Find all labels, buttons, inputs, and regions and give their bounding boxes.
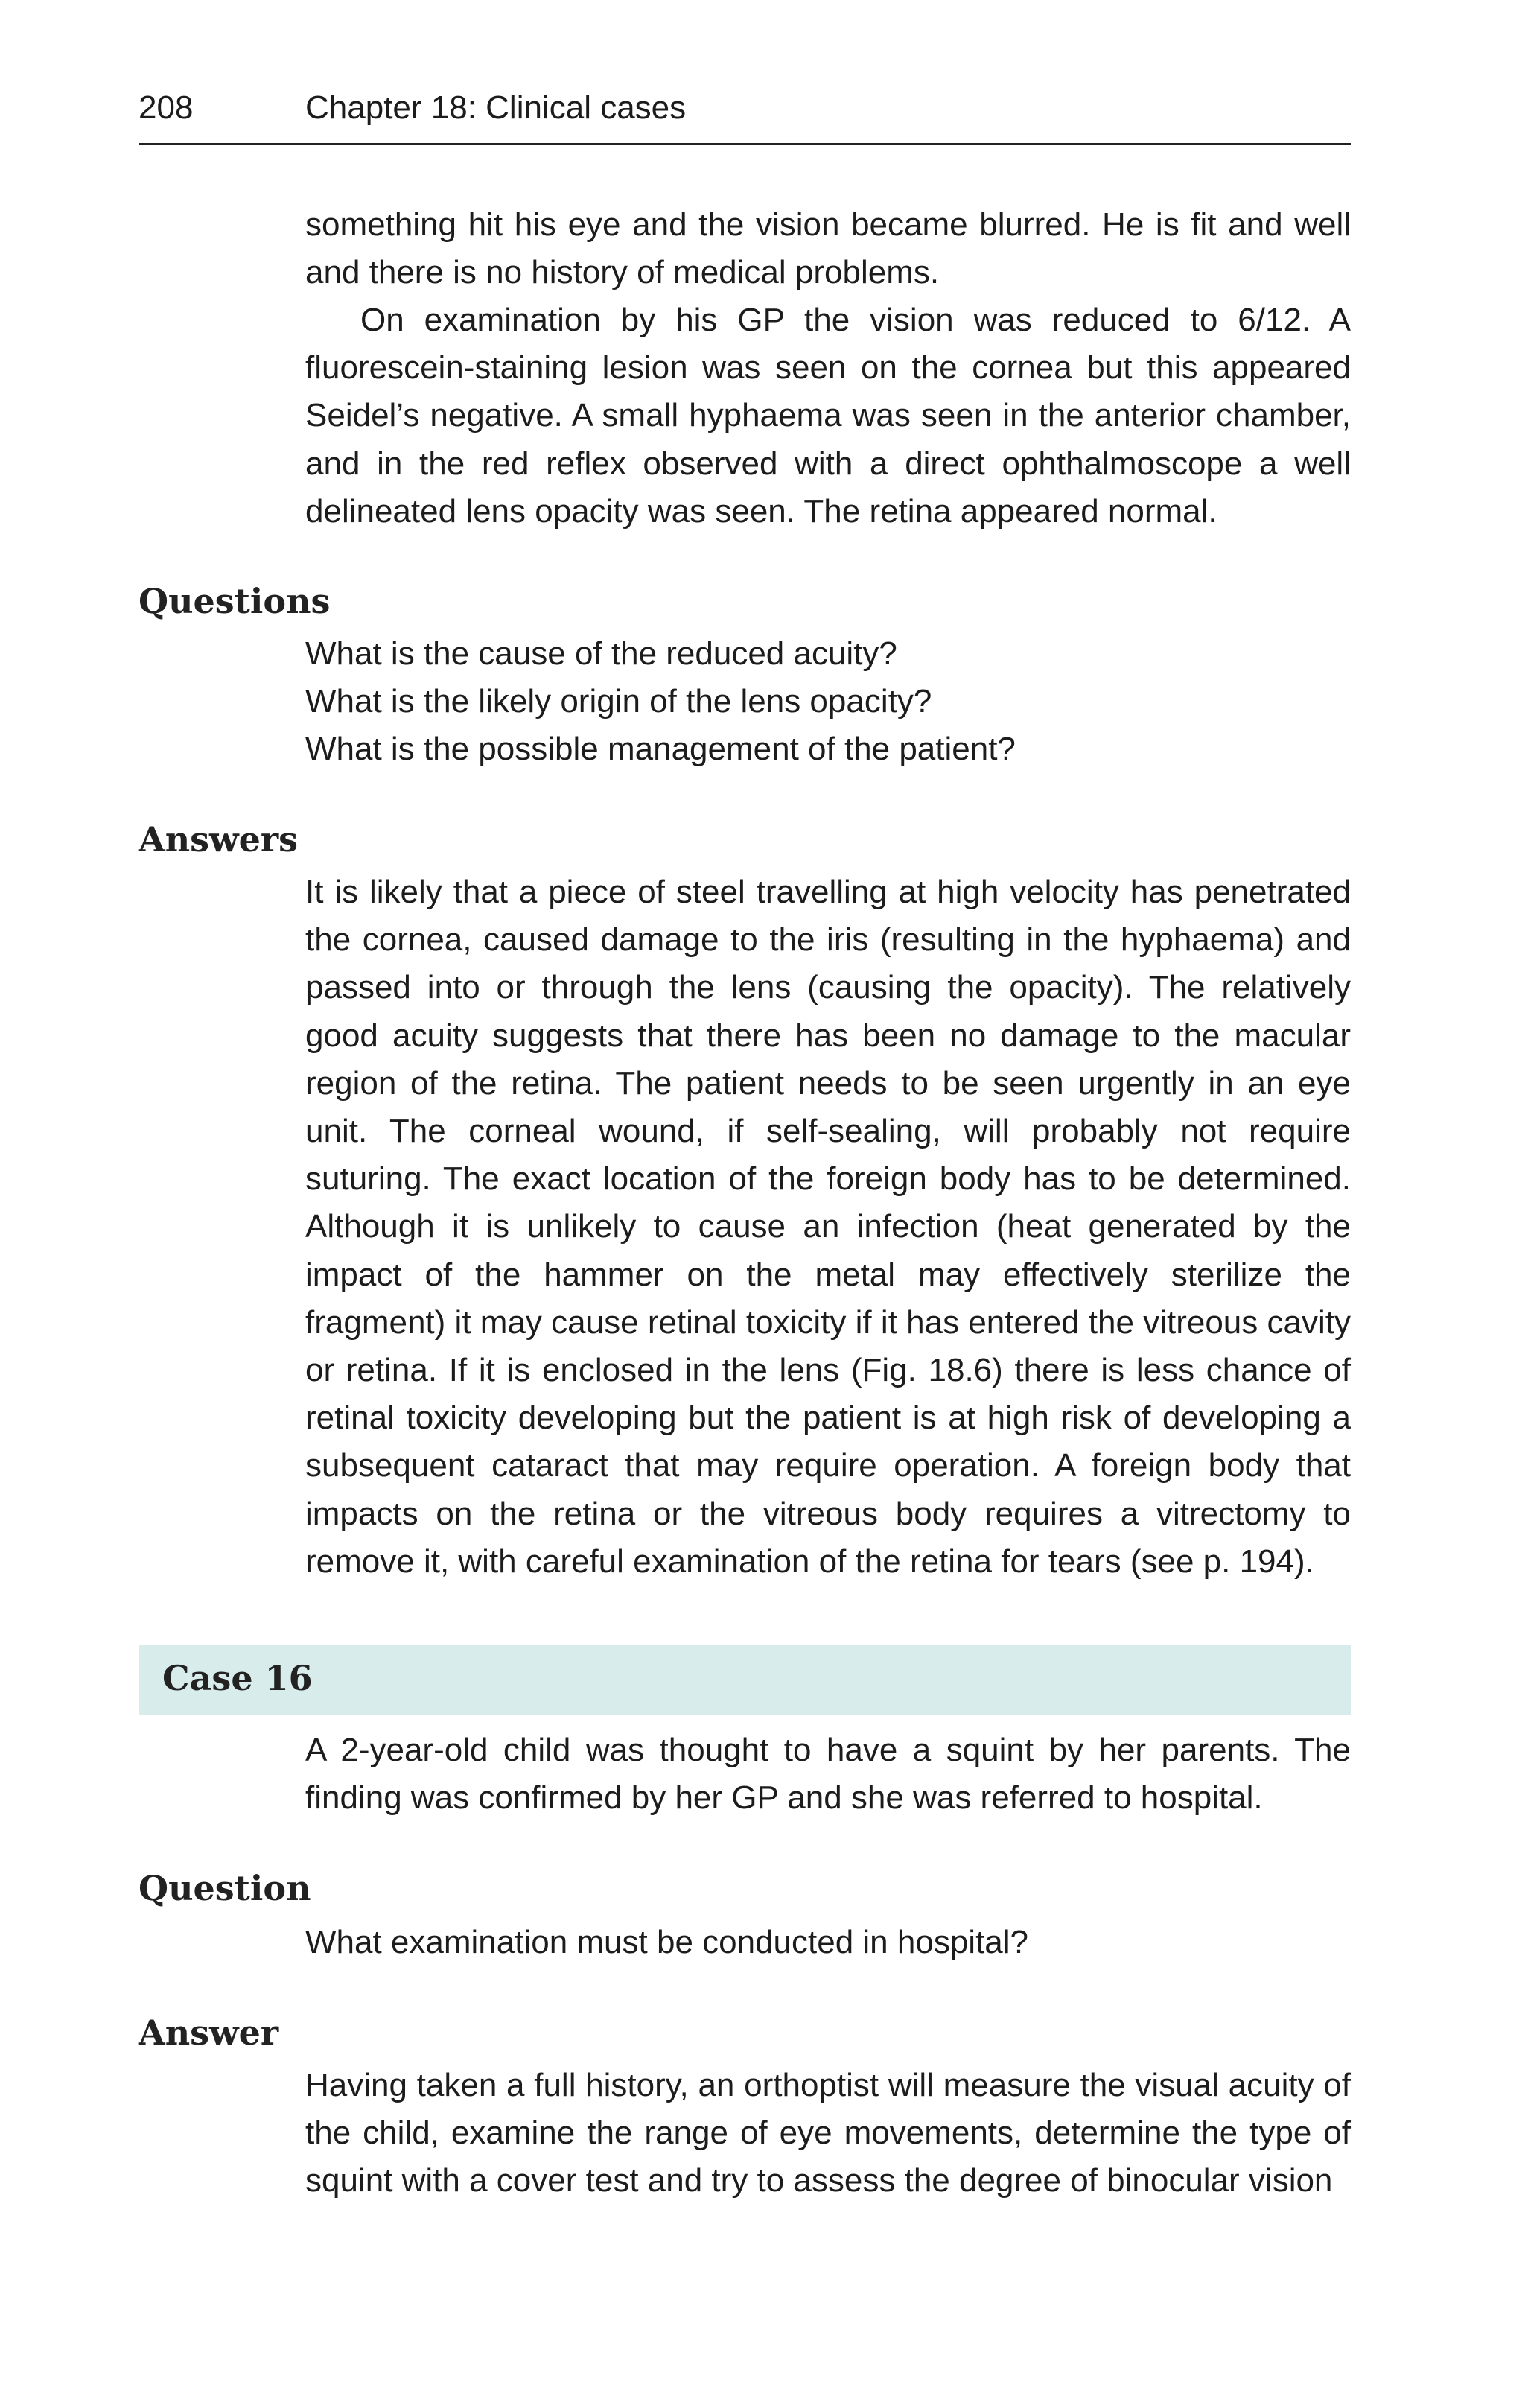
case-16-paragraph: A 2-year-old child was thought to have a squint by her parents. The finding was confirmed by her GP and she was referred to hospital. (305, 1732, 1351, 1817)
answer-paragraph: Having taken a full history, an orthoptist will measure the visual acuity of the child, examine the range of eye movements, determine the type of squint with a cover test and try to assess the degree of binocular vision (305, 2067, 1351, 2199)
page-number: 208 (139, 89, 194, 126)
case-16-banner (139, 1645, 1351, 1715)
running-header (139, 83, 1351, 145)
answers-paragraph: It is likely that a piece of steel travelling at high velocity has penetrated the cornea, caused damage to the iris (resulting in the hyphaema) and passed into or through the lens (causing the opacity). The relatively good acuity suggests that there has been no damage to the macular region of the retina. The patient needs to be seen urgently in an eye unit. The corneal wound, if self-sealing, will probably not require suturing. The exact location of the foreign body has to be determined. Although it is unlikely to cause an infection (heat generated by the impact of the hammer on the metal may effectively sterilize the fragment) it may cause retinal toxicity if it has entered the vitreous cavity or retina. If it is enclosed in the lens (Fig. 18.6) there is less chance of retinal toxicity developing but the patient is at high risk of developing a subsequent cataract that may require operation. A foreign body that impacts on the retina or the vitreous body requires a vitrectomy to remove it, with careful examination of the retina for tears (see p. 194). (305, 874, 1351, 1580)
chapter-title: Chapter 18: Clinical cases (305, 89, 687, 126)
case-16-title: Case 16 (162, 1658, 313, 1698)
question-item-1: What is the cause of the reduced acuity? (305, 635, 897, 672)
intro-paragraph-2: On examination by his GP the vision was reduced to 6/12. A fluorescein-staining lesion was seen on the cornea but this appeared Seidel’s negative. A small hyphaema was seen in the anterior chamber, and in the red reflex observed with a direct ophthalmoscope a well delineated lens opacity was seen. The retina appeared normal. (305, 302, 1351, 530)
question-text: What examination must be conducted in hospital? (305, 1924, 1029, 1960)
question-item-2: What is the likely origin of the lens opacity? (305, 683, 932, 719)
questions-heading: Questions (139, 581, 331, 621)
question-item-3: What is the possible management of the patient? (305, 731, 1016, 767)
question-heading: Question (139, 1868, 311, 1908)
intro-paragraph-1: something hit his eye and the vision became blurred. He is fit and well and there is no history of medical problems. (305, 206, 1351, 291)
answer-heading: Answer (139, 2013, 279, 2053)
answers-heading: Answers (139, 819, 299, 860)
